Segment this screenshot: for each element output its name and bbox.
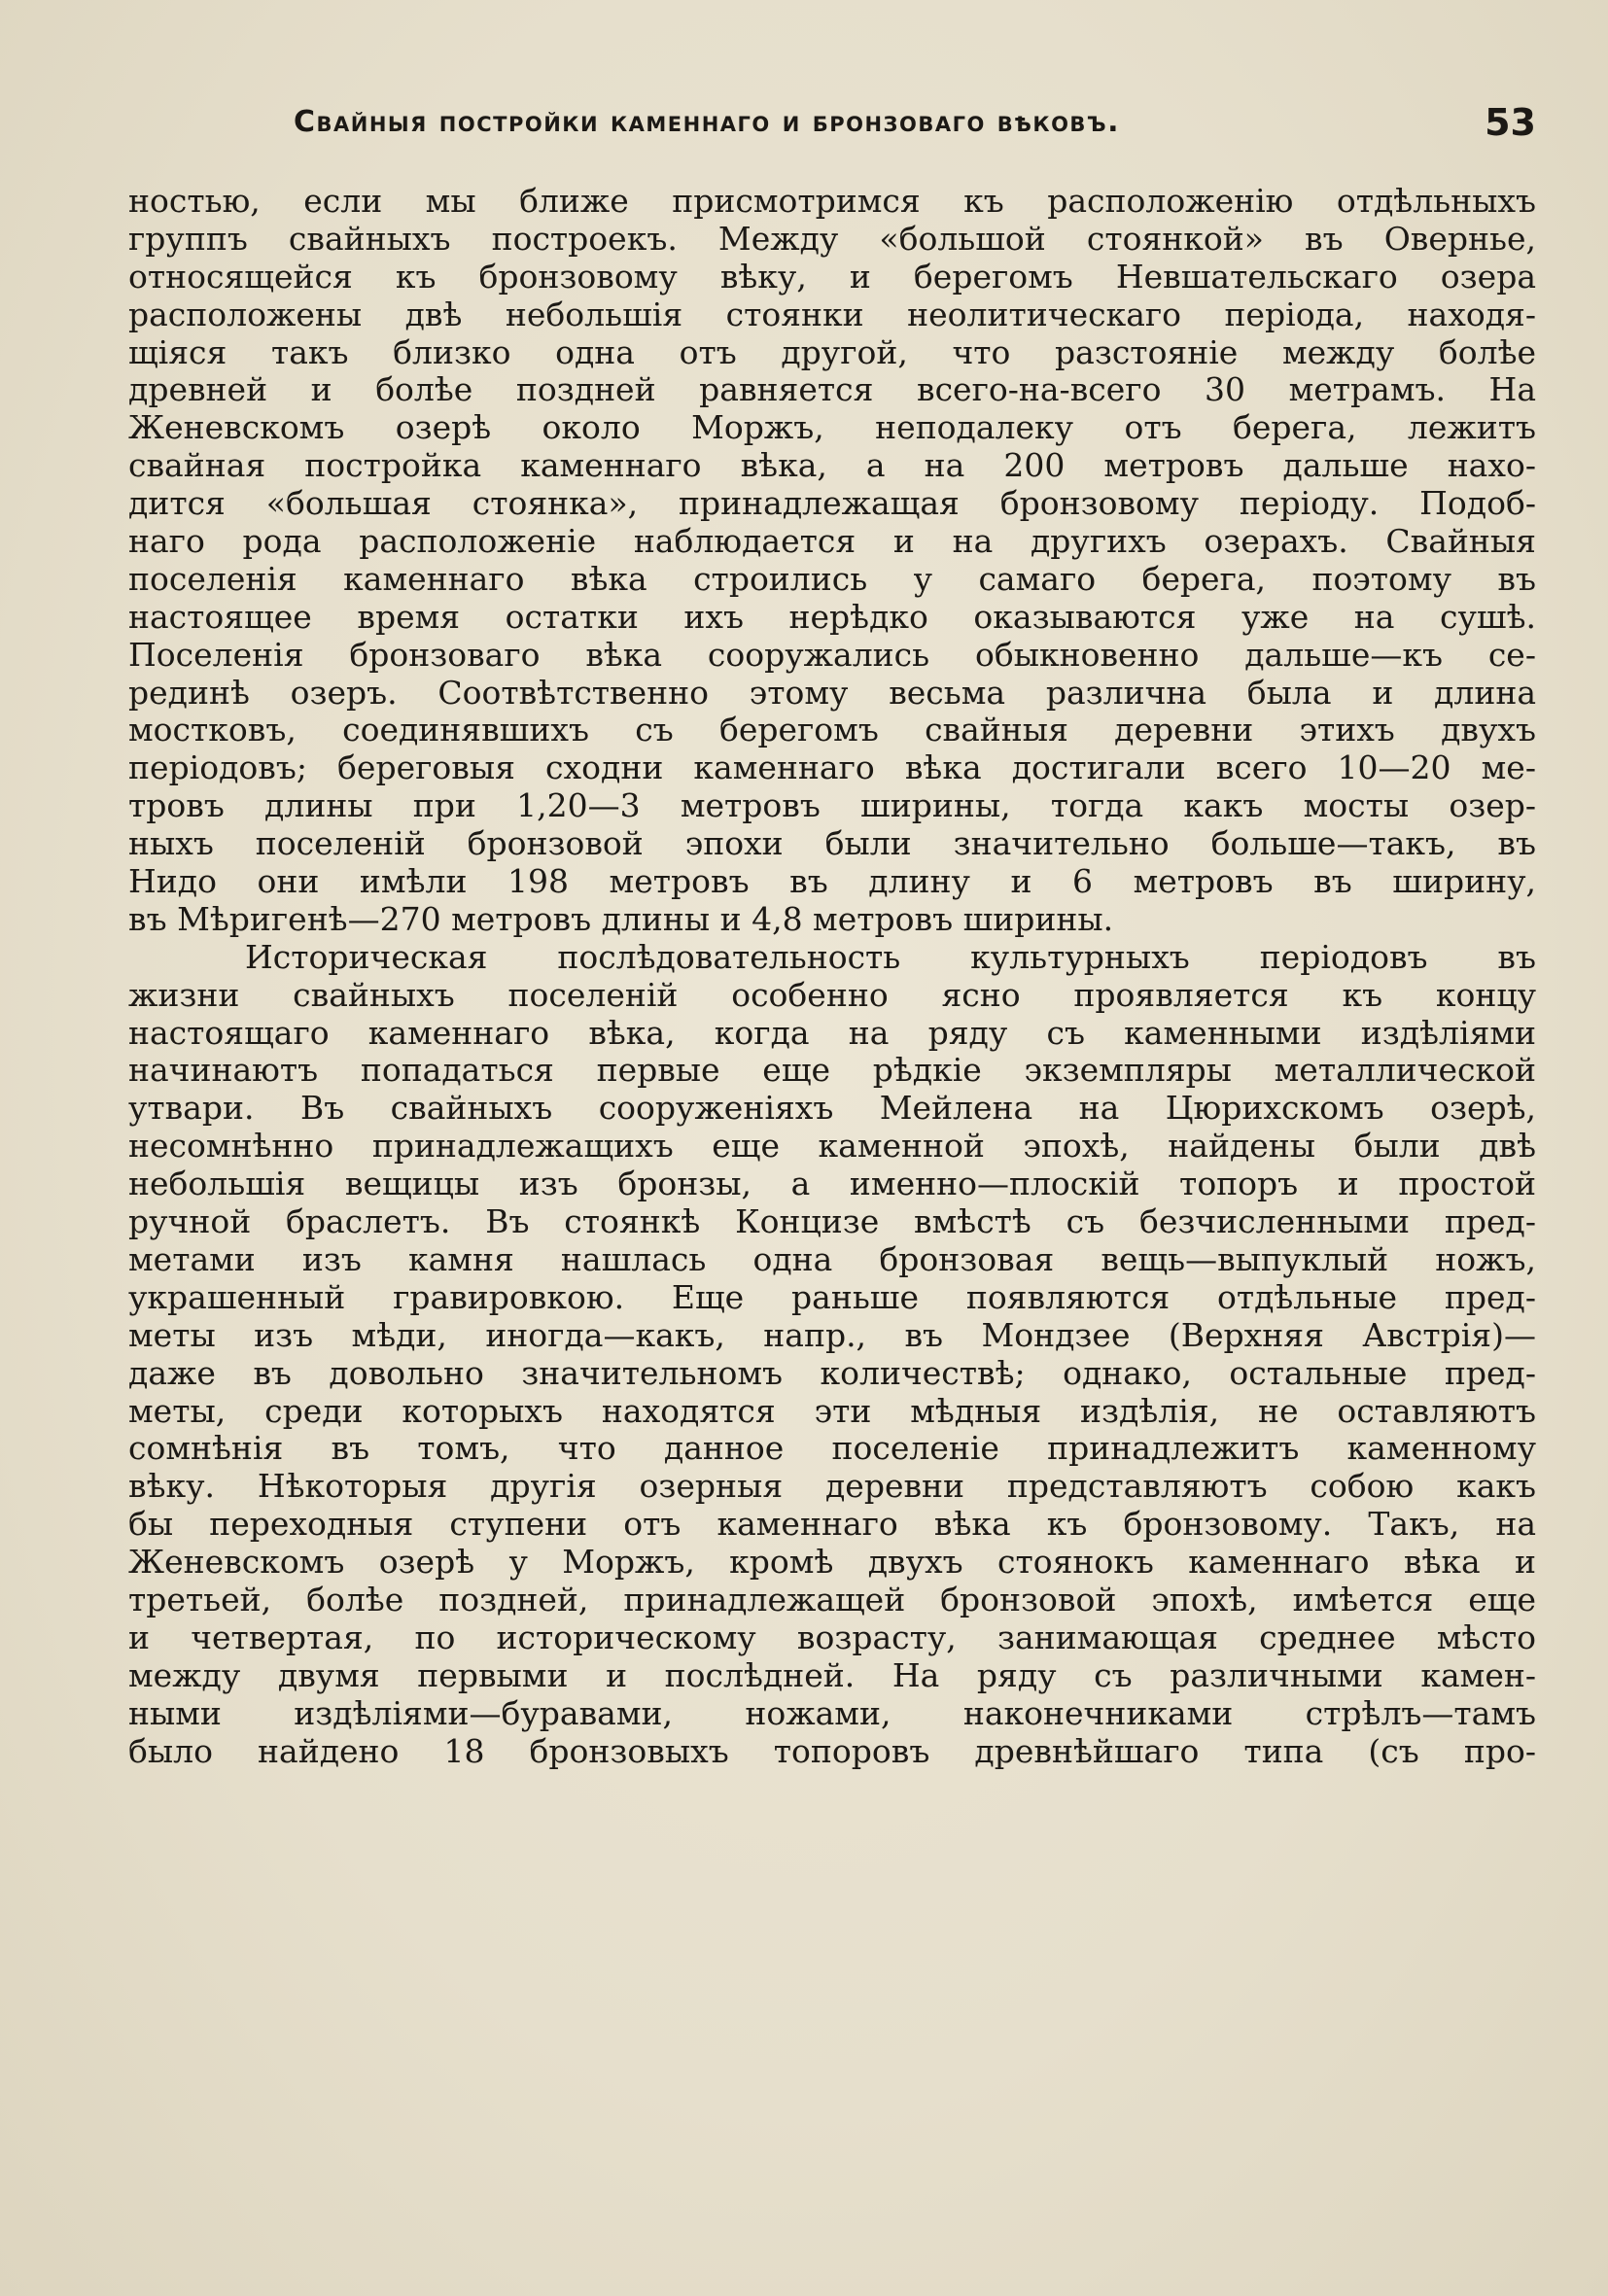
text-line: вѣку. Нѣкоторыя другія озерныя деревни представляютъ собою какъ — [128, 1467, 1536, 1506]
page-number: 53 — [1485, 101, 1536, 144]
text-line: Женевскомъ озерѣ у Моржъ, кромѣ двухъ стоянокъ каменнаго вѣка и — [128, 1543, 1536, 1582]
text-line: настоящее время остатки ихъ нерѣдко оказываются уже на сушѣ. — [128, 597, 1536, 636]
text-line: было найдено 18 бронзовыхъ топоровъ древнѣйшаго типа (съ про- — [128, 1731, 1536, 1770]
text-line: относящейся къ бронзовому вѣку, и берегомъ Невшательскаго озера — [128, 257, 1536, 296]
text-line: Женевскомъ озерѣ около Моржъ, неподалеку отъ берега, лежитъ — [128, 408, 1536, 447]
text-line: свайная постройка каменнаго вѣка, а на 200 метровъ дальше нахо- — [128, 446, 1536, 485]
text-line: мостковъ, соединявшихъ съ берегомъ свайныя деревни этихъ двухъ — [128, 711, 1536, 749]
text-line: тровъ длины при 1,20—3 метровъ ширины, тогда какъ мосты озер- — [128, 786, 1536, 825]
text-line: Поселенія бронзоваго вѣка сооружались обыкновенно дальше—къ се- — [128, 635, 1536, 674]
text-line: несомнѣнно принадлежащихъ еще каменной эпохѣ, найдены были двѣ — [128, 1127, 1536, 1165]
paragraph — [128, 939, 1536, 1771]
text-line: утвари. Въ свайныхъ сооруженіяхъ Мейлена на Цюрихскомъ озерѣ, — [128, 1089, 1536, 1128]
text-line: жизни свайныхъ поселеній особенно ясно проявляется къ концу — [128, 975, 1536, 1014]
text-line: древней и болѣе поздней равняется всего-на-всего 30 метрамъ. На — [128, 370, 1536, 409]
text-line: ными издѣліями—буравами, ножами, наконечниками стрѣлъ—тамъ — [128, 1693, 1536, 1732]
text-line: третьей, болѣе поздней, принадлежащей бронзовой эпохѣ, имѣется еще — [128, 1580, 1536, 1618]
text-line: небольшія вещицы изъ бронзы, а именно—плоскій топоръ и простой — [128, 1165, 1536, 1203]
text-line: ныхъ поселеній бронзовой эпохи были значительно больше—такъ, въ — [128, 824, 1536, 863]
text-line: даже въ довольно значительномъ количествѣ; однако, остальные пред- — [128, 1353, 1536, 1392]
page-header — [128, 101, 1536, 150]
text-line: сомнѣнія въ томъ, что данное поселеніе принадлежитъ каменному — [128, 1429, 1536, 1468]
text-line: начинаютъ попадаться первые еще рѣдкіе экземпляры металлической — [128, 1051, 1536, 1090]
text-line: метами изъ камня нашлась одна бронзовая вещь—выпуклый ножъ, — [128, 1239, 1536, 1278]
text-line: періодовъ; береговыя сходни каменнаго вѣка достигали всего 10—20 ме- — [128, 748, 1536, 787]
text-line: щіяся такъ близко одна отъ другой, что разстояніе между болѣе — [128, 332, 1536, 371]
text-line: дится «большая стоянка», принадлежащая бронзовому періоду. Подоб- — [128, 484, 1536, 523]
text-line: поселенія каменнаго вѣка строились у самаго берега, поэтому въ — [128, 559, 1536, 598]
text-line: рединѣ озеръ. Соотвѣтственно этому весьма различна была и длина — [128, 673, 1536, 712]
text-line: меты изъ мѣди, иногда—какъ, напр., въ Мондзее (Верхняя Австрія)— — [128, 1315, 1536, 1354]
paragraph — [128, 183, 1536, 939]
text-line: настоящаго каменнаго вѣка, когда на ряду съ каменными издѣліями — [128, 1013, 1536, 1052]
text-line: группъ свайныхъ построекъ. Между «большой стоянкой» въ Овернье, — [128, 219, 1536, 258]
text-line: расположены двѣ небольшія стоянки неолитическаго періода, находя- — [128, 295, 1536, 333]
text-line: и четвертая, по историческому возрасту, занимающая среднее мѣсто — [128, 1618, 1536, 1656]
text-line: Историческая послѣдовательность культурныхъ періодовъ въ — [245, 937, 1536, 976]
text-line: ручной браслетъ. Въ стоянкѣ Концизе вмѣстѣ съ безчисленными пред- — [128, 1202, 1536, 1241]
text-line: между двумя первыми и послѣдней. На ряду съ различными камен- — [128, 1655, 1536, 1694]
text-line: ностью, если мы ближе присмотримся къ расположенію отдѣльныхъ — [128, 182, 1536, 220]
body-text — [128, 183, 1536, 1770]
text-line: въ Мѣригенѣ—270 метровъ длины и 4,8 метровъ ширины. — [128, 899, 1114, 938]
text-line: меты, среди которыхъ находятся эти мѣдныя издѣлія, не оставляютъ — [128, 1391, 1536, 1430]
text-line: украшенный гравировкою. Еще раньше появляются отдѣльные пред- — [128, 1277, 1536, 1316]
running-title: Свайныя постройки каменнаго и бронзоваго вѣковъ. — [294, 105, 1121, 139]
text-line: наго рода расположеніе наблюдается и на другихъ озерахъ. Свайныя — [128, 522, 1536, 561]
text-line: Нидо они имѣли 198 метровъ въ длину и 6 метровъ въ ширину, — [128, 862, 1536, 901]
text-line: бы переходныя ступени отъ каменнаго вѣка къ бронзовому. Такъ, на — [128, 1505, 1536, 1544]
